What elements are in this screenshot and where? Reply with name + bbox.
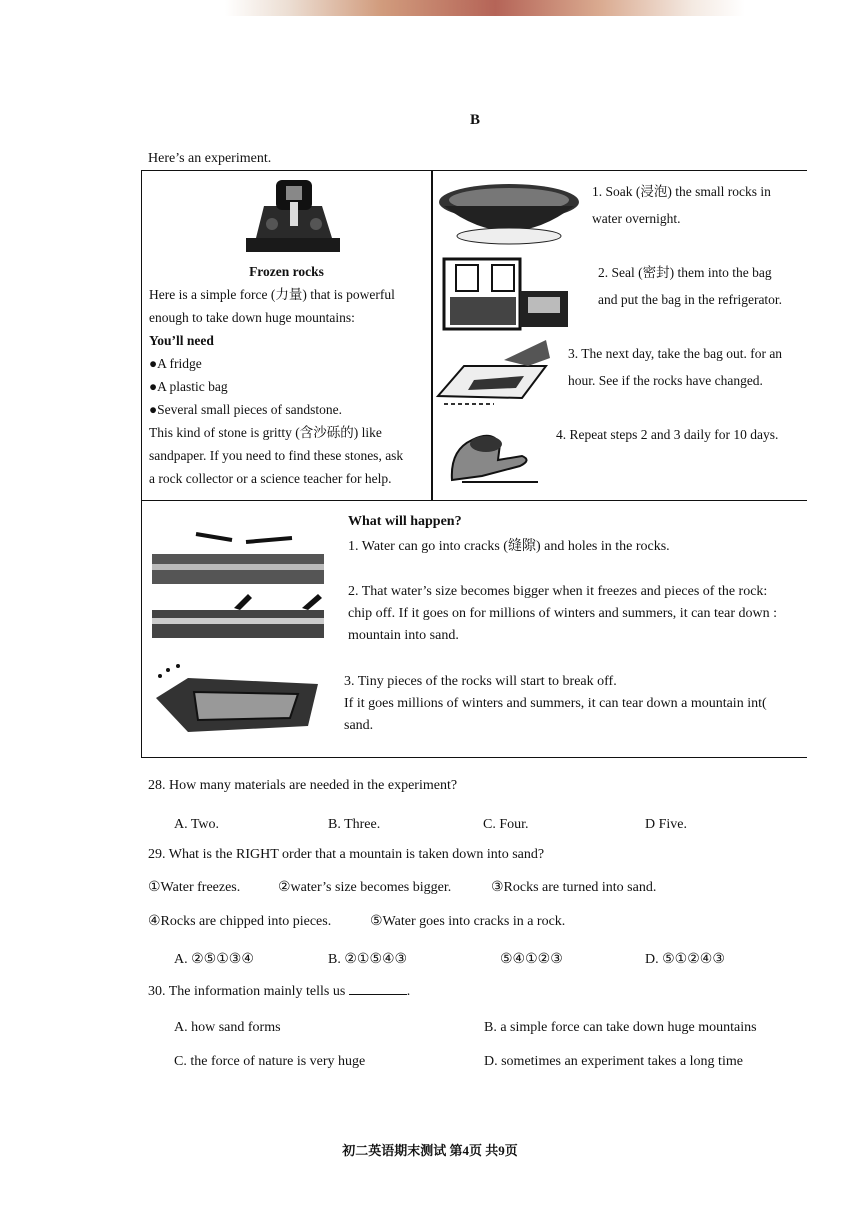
- panel-title: Frozen rocks: [249, 264, 324, 279]
- bowl-illustration: [436, 180, 582, 246]
- need-item: ●Several small pieces of sandstone.: [149, 402, 342, 417]
- fridge-illustration: [442, 257, 572, 331]
- happen-point-3-line: 3. Tiny pieces of the rocks will start to break off.: [344, 674, 617, 689]
- step-2: 2. Seal (密封) them into the bag and put the bag in the refrigerator.: [598, 265, 783, 307]
- q28-option-d[interactable]: D Five.: [645, 817, 687, 832]
- step-3: 3. The next day, take the bag out. for an hour. See if the rocks have changed.: [568, 346, 783, 388]
- q29-item: ⑤Water goes into cracks in a rock.: [370, 914, 566, 929]
- happen-point-1: 1. Water can go into cracks (缝隙) and holes in the rocks.: [348, 539, 670, 554]
- q28-option-b[interactable]: B. Three.: [328, 817, 381, 832]
- hand-rock-illustration: [442, 420, 546, 490]
- note-line: This kind of stone is gritty (含沙砾的) like: [149, 425, 382, 440]
- q29-option-b[interactable]: B. ②①⑤④③: [328, 952, 408, 967]
- step-1: 1. Soak (浸泡) the small rocks in water overnight.: [592, 184, 771, 226]
- step-4: 4. Repeat steps 2 and 3 daily for 10 days.: [556, 427, 779, 442]
- q30-option-b[interactable]: B. a simple force can take down huge mountains: [484, 1020, 757, 1035]
- q29-option-c[interactable]: ⑤④①②③: [500, 952, 563, 967]
- scan-top-strip: [225, 0, 745, 16]
- happen-point-2-line: 2. That water’s size becomes bigger when it freezes and pieces of the rock:: [348, 584, 768, 599]
- description-line: enough to take down huge mountains:: [149, 310, 355, 325]
- intro-text: Here’s an experiment.: [148, 151, 272, 166]
- answer-blank: [349, 980, 407, 995]
- q29-item: ③Rocks are turned into sand.: [491, 880, 657, 895]
- rock-crack-illustration-1: [152, 530, 328, 586]
- column-divider: [431, 170, 433, 501]
- happen-point-2-line: mountain into sand.: [348, 628, 459, 643]
- rock-crack-illustration-2: [152, 592, 328, 642]
- q30-option-d[interactable]: D. sometimes an experiment takes a long time: [484, 1054, 743, 1069]
- need-label: You’ll need: [149, 333, 214, 348]
- q28-option-a[interactable]: A. Two.: [174, 817, 220, 832]
- rock-break-illustration: [148, 662, 324, 738]
- note-line: a rock collector or a science teacher for help.: [149, 471, 392, 486]
- q29-option-a[interactable]: A. ②⑤①③④: [174, 952, 254, 967]
- need-item: ●A plastic bag: [149, 379, 228, 394]
- what-happen-title: What will happen?: [348, 514, 462, 529]
- left-panel: [149, 260, 429, 490]
- note-line: sandpaper. If you need to find these stones, ask: [149, 448, 404, 463]
- happen-point-3-line: sand.: [344, 718, 374, 733]
- q30-option-c[interactable]: C. the force of nature is very huge: [174, 1054, 366, 1069]
- q29-item: ①Water freezes.: [148, 880, 241, 895]
- description-line: Here is a simple force (力量) that is powerful: [149, 287, 395, 302]
- q29-item: ②water’s size becomes bigger.: [278, 880, 452, 895]
- hand-bag-illustration: [434, 336, 554, 406]
- question-29-stem: 29. What is the RIGHT order that a mountain is taken down into sand?: [148, 847, 545, 862]
- q30-option-a[interactable]: A. how sand forms: [174, 1020, 281, 1035]
- question-28-stem: 28. How many materials are needed in the experiment?: [148, 778, 458, 793]
- q29-option-d[interactable]: D. ⑤①②④③: [645, 952, 725, 967]
- happen-point-3-line: If it goes millions of winters and summers, it can tear down a mountain int(: [344, 696, 767, 711]
- section-label: B: [470, 112, 481, 128]
- freezer-illustration: [242, 172, 346, 256]
- question-30-stem: 30. The information mainly tells us .: [148, 980, 410, 1002]
- need-item: ●A fridge: [149, 356, 202, 371]
- page-footer: 初二英语期末测试 第4页 共9页: [342, 1143, 518, 1158]
- q28-option-c[interactable]: C. Four.: [483, 817, 529, 832]
- q29-item: ④Rocks are chipped into pieces.: [148, 914, 332, 929]
- happen-point-2-line: chip off. If it goes on for millions of winters and summers, it can tear down :: [348, 606, 777, 621]
